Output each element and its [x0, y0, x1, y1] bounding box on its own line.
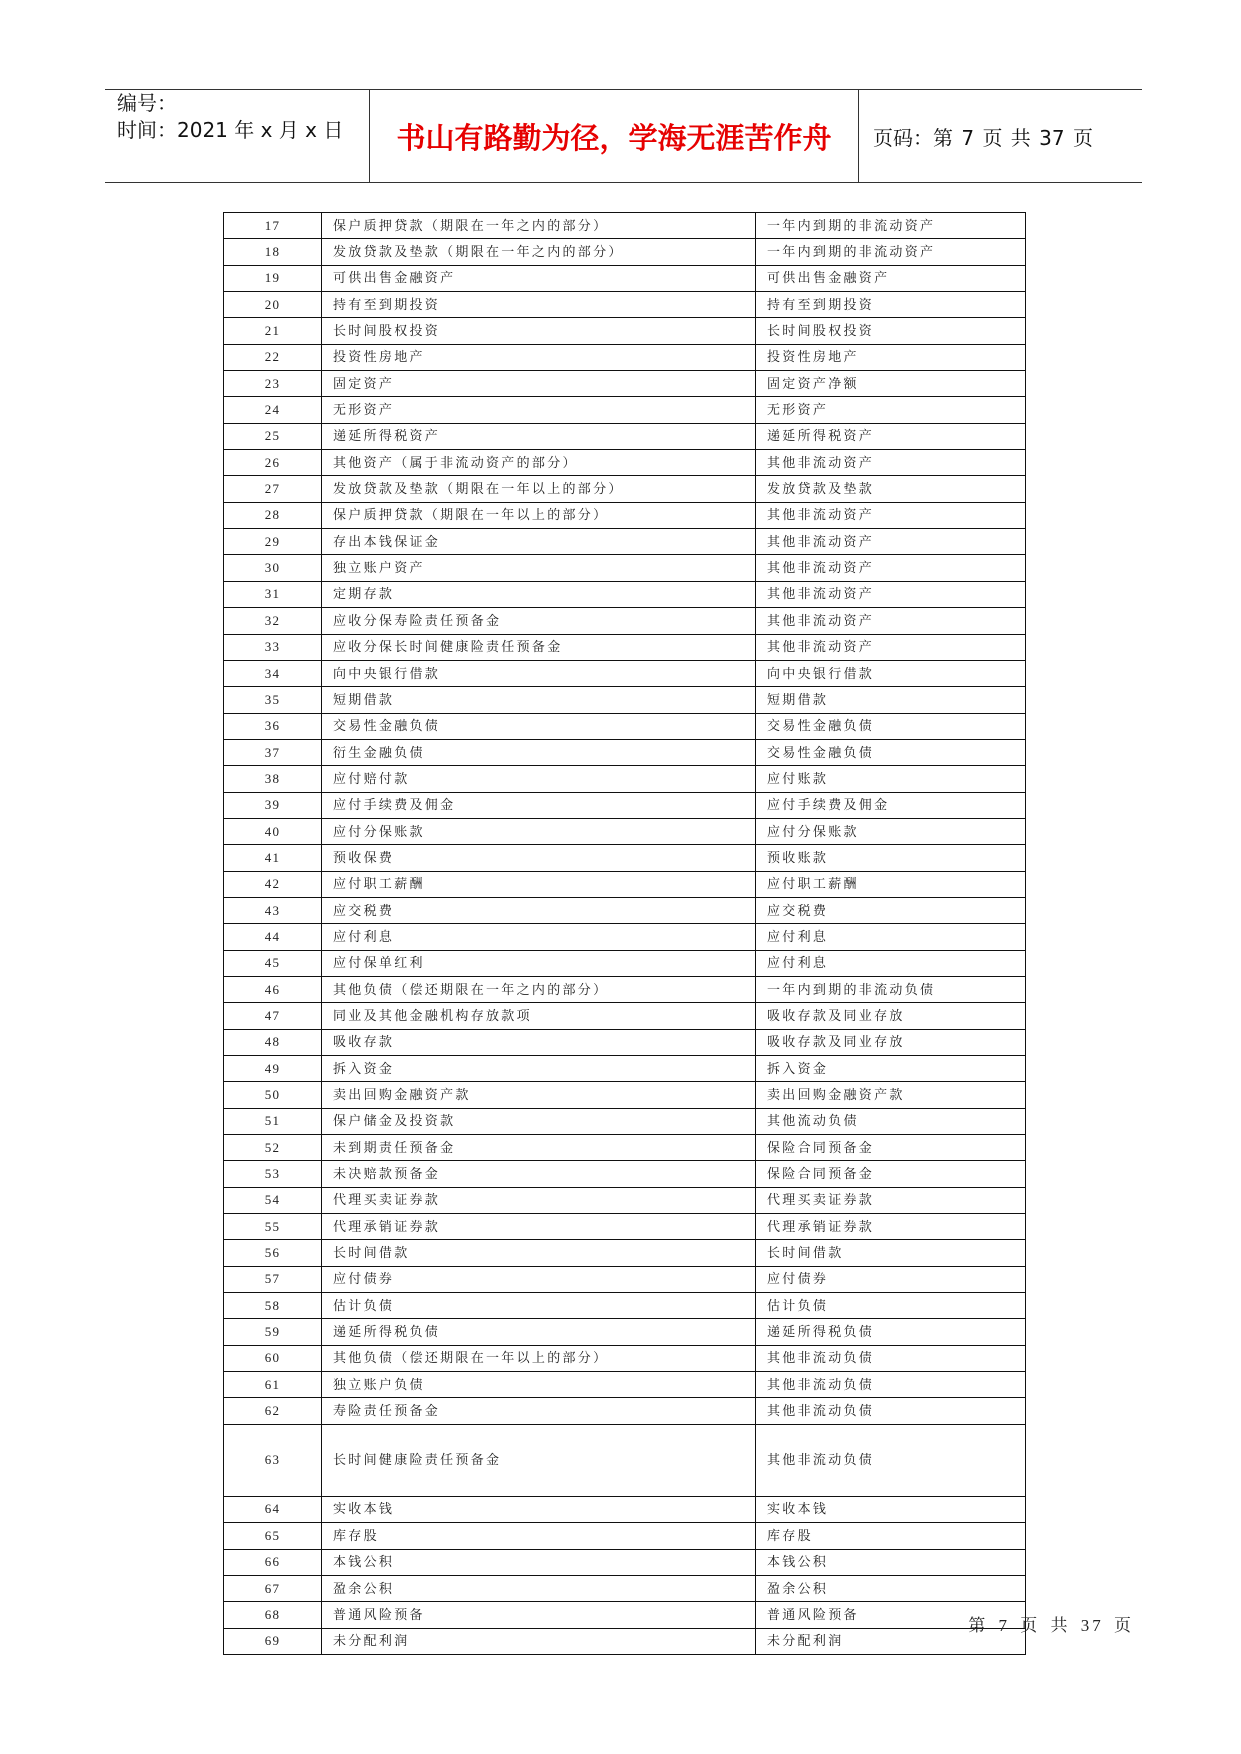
report-item: 应付职工薪酬 — [756, 871, 1026, 897]
row-number: 36 — [224, 713, 322, 739]
row-number: 57 — [224, 1266, 322, 1292]
report-item: 短期借款 — [756, 687, 1026, 713]
table-row — [224, 1029, 1026, 1055]
report-item: 库存股 — [756, 1523, 1026, 1549]
header-page-info: 页码：第 7 页 共 37 页 — [858, 90, 1142, 182]
row-number: 40 — [224, 818, 322, 844]
table-row — [224, 1496, 1026, 1522]
report-item: 其他非流动资产 — [756, 502, 1026, 528]
original-account: 发放贷款及垫款（期限在一年以上的部分） — [322, 476, 756, 502]
report-item: 预收账款 — [756, 845, 1026, 871]
report-item: 应付账款 — [756, 766, 1026, 792]
original-account: 应交税费 — [322, 897, 756, 923]
report-item: 长时间借款 — [756, 1240, 1026, 1266]
original-account: 长时间借款 — [322, 1240, 756, 1266]
report-item: 向中央银行借款 — [756, 660, 1026, 686]
table-row — [224, 608, 1026, 634]
page-footer-number: 第 7 页 共 37 页 — [968, 1616, 1134, 1635]
row-number: 39 — [224, 792, 322, 818]
original-account: 定期存款 — [322, 581, 756, 607]
table-row — [224, 1108, 1026, 1134]
table-row — [224, 1628, 1026, 1654]
report-item: 交易性金融负债 — [756, 739, 1026, 765]
report-item: 一年内到期的非流动负债 — [756, 976, 1026, 1002]
report-item: 其他非流动负债 — [756, 1424, 1026, 1496]
table-row — [224, 239, 1026, 265]
page-header — [105, 89, 1142, 183]
report-item: 估计负债 — [756, 1293, 1026, 1319]
original-account: 应付赔付款 — [322, 766, 756, 792]
table-row — [224, 1345, 1026, 1371]
table-row — [224, 1056, 1026, 1082]
row-number: 34 — [224, 660, 322, 686]
row-number: 61 — [224, 1372, 322, 1398]
report-item: 递延所得税负债 — [756, 1319, 1026, 1345]
original-account: 交易性金融负债 — [322, 713, 756, 739]
table-row — [224, 924, 1026, 950]
original-account: 未决赔款预备金 — [322, 1161, 756, 1187]
report-item: 应付利息 — [756, 924, 1026, 950]
original-account: 长时间股权投资 — [322, 318, 756, 344]
report-item: 代理承销证券款 — [756, 1214, 1026, 1240]
report-item: 交易性金融负债 — [756, 713, 1026, 739]
report-item: 投资性房地产 — [756, 344, 1026, 370]
original-account: 保户质押贷款（期限在一年之内的部分） — [322, 213, 756, 239]
report-item: 应付手续费及佣金 — [756, 792, 1026, 818]
table-row — [224, 292, 1026, 318]
original-account: 未分配利润 — [322, 1628, 756, 1654]
original-account: 持有至到期投资 — [322, 292, 756, 318]
table-row — [224, 265, 1026, 291]
row-number: 60 — [224, 1345, 322, 1371]
row-number: 68 — [224, 1602, 322, 1628]
row-number: 63 — [224, 1424, 322, 1496]
original-account: 应收分保长时间健康险责任预备金 — [322, 634, 756, 660]
original-account: 独立账户负债 — [322, 1372, 756, 1398]
original-account: 应收分保寿险责任预备金 — [322, 608, 756, 634]
row-number: 24 — [224, 397, 322, 423]
row-number: 42 — [224, 871, 322, 897]
row-number: 62 — [224, 1398, 322, 1424]
table-row — [224, 450, 1026, 476]
original-account: 其他负债（偿还期限在一年以上的部分） — [322, 1345, 756, 1371]
table-row — [224, 1003, 1026, 1029]
row-number: 59 — [224, 1319, 322, 1345]
row-number: 21 — [224, 318, 322, 344]
original-account: 实收本钱 — [322, 1496, 756, 1522]
report-item: 其他非流动资产 — [756, 608, 1026, 634]
table-row — [224, 1575, 1026, 1601]
row-number: 17 — [224, 213, 322, 239]
original-account: 保户储金及投资款 — [322, 1108, 756, 1134]
original-account: 独立账户资产 — [322, 555, 756, 581]
table-row — [224, 1266, 1026, 1292]
report-item: 其他非流动负债 — [756, 1345, 1026, 1371]
table-row — [224, 871, 1026, 897]
original-account: 预收保费 — [322, 845, 756, 871]
original-account: 递延所得税负债 — [322, 1319, 756, 1345]
document-number-label: 编号： — [117, 91, 177, 115]
row-number: 52 — [224, 1135, 322, 1161]
report-item: 无形资产 — [756, 397, 1026, 423]
row-number: 55 — [224, 1214, 322, 1240]
table-row — [224, 1240, 1026, 1266]
table-row — [224, 555, 1026, 581]
row-number: 38 — [224, 766, 322, 792]
original-account: 盈余公积 — [322, 1575, 756, 1601]
header-meta — [105, 90, 369, 182]
report-item: 一年内到期的非流动资产 — [756, 239, 1026, 265]
original-account: 投资性房地产 — [322, 344, 756, 370]
row-number: 25 — [224, 423, 322, 449]
row-number: 45 — [224, 950, 322, 976]
row-number: 20 — [224, 292, 322, 318]
table-row — [224, 1187, 1026, 1213]
report-item: 其他非流动资产 — [756, 634, 1026, 660]
row-number: 51 — [224, 1108, 322, 1134]
row-number: 19 — [224, 265, 322, 291]
row-number: 18 — [224, 239, 322, 265]
original-account: 吸收存款 — [322, 1029, 756, 1055]
report-item: 长时间股权投资 — [756, 318, 1026, 344]
table-row — [224, 1549, 1026, 1575]
table-row — [224, 845, 1026, 871]
original-account: 应付手续费及佣金 — [322, 792, 756, 818]
original-account: 其他负债（偿还期限在一年之内的部分） — [322, 976, 756, 1002]
row-number: 49 — [224, 1056, 322, 1082]
table-row — [224, 766, 1026, 792]
report-item: 其他非流动负债 — [756, 1398, 1026, 1424]
table-row — [224, 950, 1026, 976]
table-row — [224, 397, 1026, 423]
original-account: 应付分保账款 — [322, 818, 756, 844]
original-account: 衍生金融负债 — [322, 739, 756, 765]
original-account: 寿险责任预备金 — [322, 1398, 756, 1424]
table-row — [224, 502, 1026, 528]
original-account: 代理买卖证券款 — [322, 1187, 756, 1213]
report-item: 卖出回购金融资产款 — [756, 1082, 1026, 1108]
report-item: 未分配利润 — [756, 1628, 1026, 1654]
account-mapping-table — [223, 212, 1026, 1655]
table-row — [224, 423, 1026, 449]
report-item: 拆入资金 — [756, 1056, 1026, 1082]
original-account: 代理承销证券款 — [322, 1214, 756, 1240]
row-number: 35 — [224, 687, 322, 713]
report-item: 可供出售金融资产 — [756, 265, 1026, 291]
table-row — [224, 1523, 1026, 1549]
row-number: 23 — [224, 371, 322, 397]
table-row — [224, 713, 1026, 739]
document-date-label: 时间：2021 年 x 月 x 日 — [117, 118, 344, 142]
row-number: 47 — [224, 1003, 322, 1029]
row-number: 64 — [224, 1496, 322, 1522]
row-number: 56 — [224, 1240, 322, 1266]
table-row — [224, 581, 1026, 607]
original-account: 短期借款 — [322, 687, 756, 713]
report-item: 保险合同预备金 — [756, 1161, 1026, 1187]
original-account: 可供出售金融资产 — [322, 265, 756, 291]
original-account: 发放贷款及垫款（期限在一年之内的部分） — [322, 239, 756, 265]
original-account: 库存股 — [322, 1523, 756, 1549]
original-account: 其他资产（属于非流动资产的部分） — [322, 450, 756, 476]
original-account: 保户质押贷款（期限在一年以上的部分） — [322, 502, 756, 528]
row-number: 46 — [224, 976, 322, 1002]
original-account: 估计负债 — [322, 1293, 756, 1319]
row-number: 50 — [224, 1082, 322, 1108]
report-item: 普通风险预备 — [756, 1602, 1026, 1628]
report-item: 递延所得税资产 — [756, 423, 1026, 449]
report-item: 持有至到期投资 — [756, 292, 1026, 318]
report-item: 应交税费 — [756, 897, 1026, 923]
table-row — [224, 344, 1026, 370]
table-row — [224, 792, 1026, 818]
original-account: 未到期责任预备金 — [322, 1135, 756, 1161]
row-number: 67 — [224, 1575, 322, 1601]
original-account: 拆入资金 — [322, 1056, 756, 1082]
table-row — [224, 687, 1026, 713]
table-row — [224, 660, 1026, 686]
row-number: 44 — [224, 924, 322, 950]
row-number: 26 — [224, 450, 322, 476]
header-motto: 书山有路勤为径，学海无涯苦作舟 — [369, 90, 858, 182]
row-number: 29 — [224, 529, 322, 555]
report-item: 应付利息 — [756, 950, 1026, 976]
report-item: 其他非流动资产 — [756, 555, 1026, 581]
row-number: 69 — [224, 1628, 322, 1654]
row-number: 58 — [224, 1293, 322, 1319]
report-item: 盈余公积 — [756, 1575, 1026, 1601]
report-item: 应付债券 — [756, 1266, 1026, 1292]
report-item: 其他非流动资产 — [756, 529, 1026, 555]
row-number: 41 — [224, 845, 322, 871]
row-number: 27 — [224, 476, 322, 502]
row-number: 43 — [224, 897, 322, 923]
table-row — [224, 739, 1026, 765]
row-number: 65 — [224, 1523, 322, 1549]
original-account: 无形资产 — [322, 397, 756, 423]
table-row — [224, 818, 1026, 844]
table-row — [224, 529, 1026, 555]
original-account: 应付债券 — [322, 1266, 756, 1292]
table-row — [224, 1424, 1026, 1496]
report-item: 发放贷款及垫款 — [756, 476, 1026, 502]
row-number: 66 — [224, 1549, 322, 1575]
report-item: 吸收存款及同业存放 — [756, 1003, 1026, 1029]
row-number: 33 — [224, 634, 322, 660]
original-account: 应付职工薪酬 — [322, 871, 756, 897]
original-account: 本钱公积 — [322, 1549, 756, 1575]
row-number: 37 — [224, 739, 322, 765]
report-item: 本钱公积 — [756, 1549, 1026, 1575]
report-item: 固定资产净额 — [756, 371, 1026, 397]
report-item: 其他非流动负债 — [756, 1372, 1026, 1398]
report-item: 保险合同预备金 — [756, 1135, 1026, 1161]
original-account: 同业及其他金融机构存放款项 — [322, 1003, 756, 1029]
report-item: 其他非流动资产 — [756, 581, 1026, 607]
original-account: 应付保单红利 — [322, 950, 756, 976]
table-row — [224, 1398, 1026, 1424]
table-row — [224, 1161, 1026, 1187]
report-item: 代理买卖证券款 — [756, 1187, 1026, 1213]
row-number: 22 — [224, 344, 322, 370]
table-row — [224, 213, 1026, 239]
table-row — [224, 976, 1026, 1002]
table-row — [224, 1293, 1026, 1319]
row-number: 54 — [224, 1187, 322, 1213]
original-account: 递延所得税资产 — [322, 423, 756, 449]
row-number: 28 — [224, 502, 322, 528]
table-row — [224, 1135, 1026, 1161]
table-row — [224, 1214, 1026, 1240]
report-item: 其他流动负债 — [756, 1108, 1026, 1134]
row-number: 53 — [224, 1161, 322, 1187]
table-row — [224, 476, 1026, 502]
table-row — [224, 634, 1026, 660]
report-item: 应付分保账款 — [756, 818, 1026, 844]
report-item: 一年内到期的非流动资产 — [756, 213, 1026, 239]
report-item: 实收本钱 — [756, 1496, 1026, 1522]
table-row — [224, 371, 1026, 397]
row-number: 30 — [224, 555, 322, 581]
table-row — [224, 1602, 1026, 1628]
original-account: 卖出回购金融资产款 — [322, 1082, 756, 1108]
original-account: 长时间健康险责任预备金 — [322, 1424, 756, 1496]
table-row — [224, 1372, 1026, 1398]
row-number: 32 — [224, 608, 322, 634]
table-row — [224, 318, 1026, 344]
original-account: 固定资产 — [322, 371, 756, 397]
table-row — [224, 1082, 1026, 1108]
row-number: 31 — [224, 581, 322, 607]
row-number: 48 — [224, 1029, 322, 1055]
original-account: 应付利息 — [322, 924, 756, 950]
report-item: 吸收存款及同业存放 — [756, 1029, 1026, 1055]
report-item: 其他非流动资产 — [756, 450, 1026, 476]
original-account: 普通风险预备 — [322, 1602, 756, 1628]
table-row — [224, 1319, 1026, 1345]
original-account: 存出本钱保证金 — [322, 529, 756, 555]
original-account: 向中央银行借款 — [322, 660, 756, 686]
table-row — [224, 897, 1026, 923]
